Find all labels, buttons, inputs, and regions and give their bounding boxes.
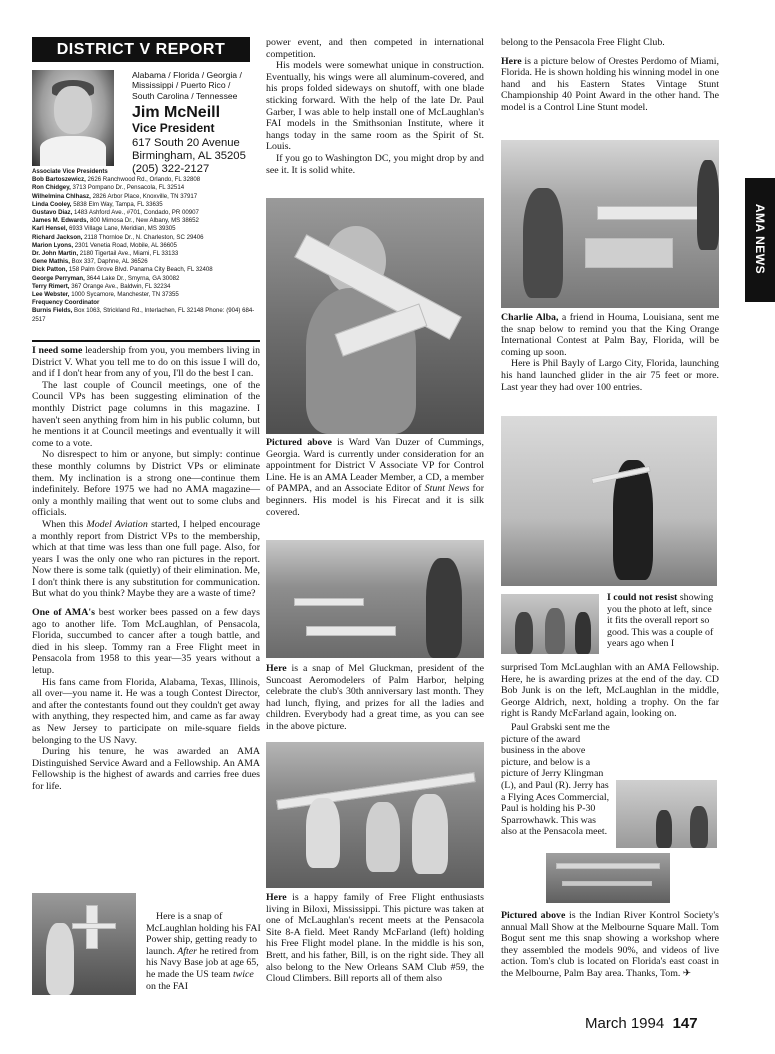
issue-date: March 1994	[585, 1015, 665, 1032]
caption-mel-gluckman: Here is a snap of Mel Gluckman, president of the Suncoast Aeromodelers of Palm Harbor, helping celebrate the club's 30th anniversary last month. They had lunch, flying, and prizes for all the ladies and children. Everybody had a great time, as you can see in the above picture.	[266, 663, 484, 732]
photo-biloxi-family	[266, 742, 484, 888]
avp-heading: Associate Vice Presidents	[32, 168, 108, 175]
associate-vp-row: Dick Patton, 158 Palm Grove Blvd. Panama City Beach, FL 32408	[32, 266, 213, 274]
column-3-mid: Charlie Alba, a friend in Houma, Louisiana, sent me the snap below to remind you that the King Orange International Contest at Palm Bay, Florida, will be coming up soon. Here is Phil Bayly of Largo City, Florida, launching his hand launched glider in the air 75 feet or more. Last year they had over 100 entries.	[501, 312, 719, 393]
photo-mclaughlan-fai	[32, 893, 136, 995]
column-3-grabski: Paul Grabski sent me the picture of the award business in the above picture, and below is a picture of Jerry Klingman (L), and Paul (R). Jerry has a Flying Aces Commercial, Paul is holding his P-30 Sparrowhawk. This was also at the Pensacola meet.	[501, 722, 610, 838]
photo-mel-gluckman	[266, 540, 484, 658]
photo-ward-van-duzer	[266, 198, 484, 434]
associate-vp-row: Bob Bartoszewicz, 2626 Ranchwood Rd., Orlando, FL 32808	[32, 176, 201, 184]
column-2-top: power event, and then competed in international competition. His models were somewhat unique in construction. Eventually, his wings were all aluminum-covered, and his props folded sideways on shutoff, with one blade sticking forward. With the help of the late Dr. Paul Garber, I was able to help install one of McLaughlan's FAI models in the Smithsonian Institute, where it hangs today in the same room as the Spirit of St. Louis. If you go to Washington DC, you might drop by and see it. It is solid white.	[266, 37, 484, 176]
vp-name: Jim McNeill	[132, 104, 221, 121]
vp-address: 617 South 20 Avenue Birmingham, AL 35205 (205) 322-2127	[132, 137, 246, 175]
district-states: Alabama / Florida / Georgia / Mississippi / Puerto Rico / South Carolina / Tennessee	[132, 70, 242, 101]
associate-vp-row: Marion Lyons, 2301 Venetia Road, Mobile, AL 36605	[32, 241, 177, 249]
photo-klingman-grabski	[616, 780, 717, 848]
associate-vp-row: Gustavo Diaz, 1483 Ashford Ave., #701, Condado, PR 00907	[32, 209, 199, 217]
column-1-caption: Here is a snap of McLaughlan holding his FAI Power ship, getting ready to launch. After he retired from his Navy Base job at age 65, he made the US team twice on the FAI	[146, 911, 261, 992]
associate-vp-row: Dr. John Martin, 2180 Tigertail Ave., Miami, FL 33133	[32, 250, 179, 258]
associate-vp-row: James M. Edwards, 800 Mimosa Dr., New Albany, MS 38652	[32, 217, 199, 225]
associate-vp-list	[32, 168, 260, 324]
frequency-coordinator: Burnis Fields, Box 1063, Strickland Rd., Interlachen, FL 32148 Phone: (904) 684-2517	[32, 307, 255, 323]
column-3-top: belong to the Pensacola Free Flight Club. Here is a picture below of Orestes Perdomo of Miami, Florida. He is shown holding his winning model in one hand and his Eastern States Vintage Stunt Championship 40 Point Award in the other hand. The model is a Control Line Stunt model.	[501, 37, 719, 113]
end-mark-icon: ✈	[682, 967, 692, 979]
photo-phil-bayly	[501, 416, 717, 586]
district-banner: DISTRICT V REPORT	[32, 37, 250, 62]
page-footer	[585, 1014, 698, 1034]
vp-portrait-photo	[32, 70, 114, 166]
header-rule	[32, 340, 260, 342]
associate-vp-row: Karl Hensel, 6933 Village Lane, Meridian, MS 39305	[32, 225, 176, 233]
associate-vp-row: Richard Jackson, 2118 Thornloe Dr., N. Charleston, SC 29406	[32, 233, 204, 241]
associate-vp-row: George Perryman, 3644 Lake Dr., Smyrna, GA 30082	[32, 274, 180, 282]
caption-biloxi-family: Here is a happy family of Free Flight enthusiasts living in Biloxi, Mississippi. This picture was taken at one of McLaughlan's recent meets at the Pensacola Site 8-A field. Meet Randy McFarland (left) holding his Free Flight model plane. In the middle is his son, Brett, and his father, Bill, is on the right side. They all also belong to the New Orleans SAM Club #59, the Cloud Climbers. Bill reports all of them also	[266, 892, 484, 985]
column-1: I need some leadership from you, you members living in District V. What you tell me to do on this issue I will do, and if I don't hear from any of you, I'll do the best I can. The last couple of Council meetings, one of the Council VPs has been suggesting elimination of the monthly District page columns in this magazine. I haven't seen anything from him in his public column, but he mentions it at Council meetings and eventually it will come to a vote. No disrespect to him or anyone, but simply: continue these monthly columns by District VPs or eliminate them. My inclination is a strong one—continue them indefinitely. Before 1975 we had no AMA magazine—only a monthly mailing that went out to some clubs and officials. When this Model Aviation started, I helped encourage a monthly report from District VPs to the membership, which at that time was less than one full page. Also, for years I was the only one who ran pictures in the report. Now there is some talk (quietly) of their elimination. Me, I don't think there is any substitution for communication. But what do you think? Maybe they are a waste of time? One of AMA's best worker bees passed on a few days ago to another life. Tom McLaughlan, of Pensacola, Florida, succumbed to cancer after a tough battle, and died in his sleep. Tommy ran a Free Flight meet in Pensacola from 1958 to this year—35 years without a letup. His fans came from Florida, Alabama, Texas, Illinois, all over—you name it. He was a tough Contest Director, and after the contestants found out they couldn't get away with anything, they respected him, and came as far away as New Jersey to participate on mile-square fields belonging to the US Navy. During his tenure, he was awarded an AMA Distinguished Service Award and a Fellowship. An AMA Fellowship is the highest of awards and carries free dues for life.	[32, 345, 261, 792]
associate-vp-row: Ron Chidgey, 3713 Pompano Dr., Pensacola, FL 32514	[32, 184, 185, 192]
photo-orestes-perdomo	[501, 140, 719, 308]
associate-vp-row: Wilhelmina Chlhasz, 2826 Arbor Place, Knoxville, TN 37917	[32, 192, 198, 200]
photo-mall-show	[546, 853, 670, 903]
associate-vp-row: Gene Mathis, Box 337, Daphne, AL 36526	[32, 258, 148, 266]
frequency-heading: Frequency Coordinator	[32, 299, 100, 307]
associate-vp-row: Lee Webster, 1000 Sycamore, Manchester, TN 37355	[32, 291, 179, 299]
caption-mall-show: Pictured above is the Indian River Kontrol Society's annual Mall Show at the Melbourne Square Mall. Tom Bogut sent me this snap showing a workshop where they assembled the models 90%, and videos of live action. Tom's club is located on Florida's east coast in the Melbourne, Palm Bay area. Thanks, Tom. ✈	[501, 910, 719, 979]
column-3-resist: I could not resist showing you the photo at left, since it fits the overall report so good. This was a couple of years ago when I	[607, 592, 714, 650]
page-number: 147	[672, 1015, 698, 1032]
column-3-lower: surprised Tom McLaughlan with an AMA Fellowship. Here, he is awarding prizes at the end of the day. CD Bob Junk is on the left, McLaughlan in the middle, George Aldrich, next, holding a trophy. On the far right is Randy McFarland again, looking on.	[501, 662, 719, 720]
ama-news-tab: AMA NEWS	[745, 178, 775, 302]
associate-vp-row: Terry Rimert, 367 Orange Ave., Baldwin, FL 32234	[32, 282, 171, 290]
caption-ward-van-duzer: Pictured above is Ward Van Duzer of Cummings, Georgia. Ward is currently under consideration for an appointment for District V Associate VP for Control Line. He is an AMA Leader Member, a CD, a member of PAMPA, and an Associate Editor of Stunt News for beginners. His model is his Firecat and it is silk covered.	[266, 437, 484, 518]
photo-fellowship-award	[501, 594, 599, 654]
associate-vp-row: Linda Cooley, 5838 Elm Way, Tampa, FL 33635	[32, 200, 163, 208]
vp-title: Vice President	[132, 121, 215, 135]
